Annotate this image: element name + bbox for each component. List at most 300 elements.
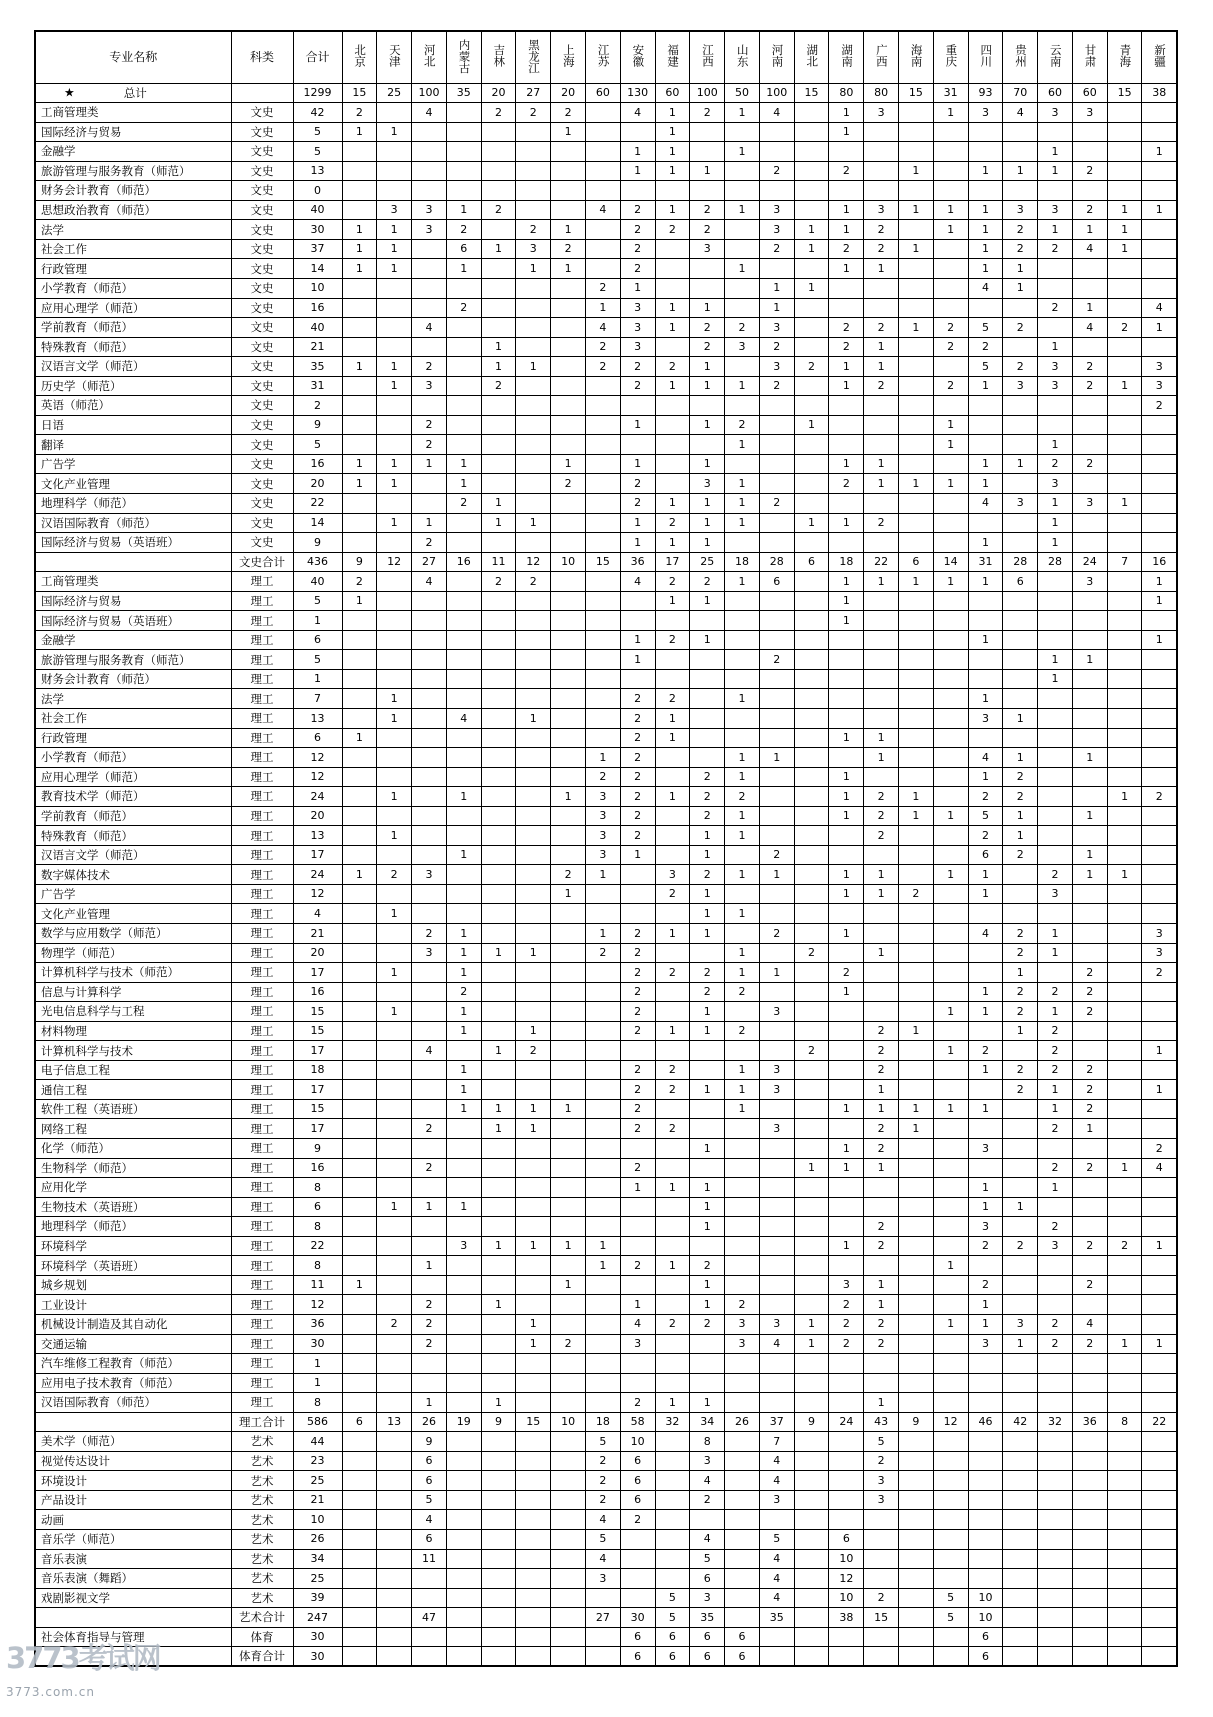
value-cell-上海 [551, 1647, 586, 1667]
value-cell-湖北 [794, 669, 829, 689]
value-cell-甘肃: 2 [1072, 376, 1107, 396]
value-cell-重庆 [933, 1647, 968, 1667]
value-cell-广西 [864, 689, 899, 709]
value-cell-吉林 [481, 1158, 516, 1178]
value-cell-江苏: 3 [585, 787, 620, 807]
value-cell-新疆: 2 [1142, 396, 1177, 416]
value-cell-安徽 [620, 1041, 655, 1061]
value-cell-四川: 10 [968, 1608, 1003, 1628]
value-cell-青海 [1107, 1295, 1142, 1315]
value-cell-天津: 1 [377, 513, 412, 533]
value-cell-甘肃: 2 [1072, 454, 1107, 474]
value-cell-黑龙江 [516, 1354, 551, 1374]
value-cell-甘肃 [1072, 1256, 1107, 1276]
major-name-cell: 法学 [35, 689, 231, 709]
value-cell-江西 [690, 1119, 725, 1139]
value-cell-上海: 2 [551, 239, 586, 259]
category-cell: 文史 [231, 493, 293, 513]
value-cell-内蒙古 [446, 826, 481, 846]
value-cell-黑龙江 [516, 806, 551, 826]
value-cell-云南 [1038, 630, 1073, 650]
value-cell-内蒙古: 1 [446, 454, 481, 474]
value-cell-江苏: 27 [585, 1608, 620, 1628]
value-cell-新疆 [1142, 1197, 1177, 1217]
value-cell-江苏: 1 [585, 865, 620, 885]
value-cell-福建: 1 [655, 298, 690, 318]
value-cell-广西: 1 [864, 337, 899, 357]
value-cell-吉林 [481, 845, 516, 865]
value-cell-湖南 [829, 650, 864, 670]
value-cell-青海 [1107, 1099, 1142, 1119]
value-cell-贵州 [1003, 865, 1038, 885]
value-cell-四川: 1 [968, 161, 1003, 181]
value-cell-江西: 2 [690, 787, 725, 807]
category-cell: 理工 [231, 1314, 293, 1334]
value-cell-江苏 [585, 1588, 620, 1608]
value-cell-湖南 [829, 533, 864, 553]
value-cell-海南 [899, 1256, 934, 1276]
major-name-cell: 网络工程 [35, 1119, 231, 1139]
value-cell-四川: 4 [968, 278, 1003, 298]
value-cell-河北 [412, 1080, 447, 1100]
value-cell-广西 [864, 669, 899, 689]
value-cell-青海 [1107, 454, 1142, 474]
value-cell-四川 [968, 1354, 1003, 1374]
value-cell-北京 [342, 1588, 377, 1608]
value-cell-四川: 1 [968, 259, 1003, 279]
value-cell-上海: 2 [551, 1334, 586, 1354]
category-cell: 理工 [231, 650, 293, 670]
value-cell-广西: 1 [864, 1099, 899, 1119]
major-name-cell: 信息与计算科学 [35, 982, 231, 1002]
value-cell-贵州: 2 [1003, 1080, 1038, 1100]
value-cell-河南 [759, 435, 794, 455]
major-name-cell: 交通运输 [35, 1334, 231, 1354]
value-cell-福建: 3 [655, 865, 690, 885]
value-cell-天津 [377, 1549, 412, 1569]
value-cell-河南: 2 [759, 650, 794, 670]
category-cell: 文史 [231, 298, 293, 318]
value-cell-广西: 1 [864, 943, 899, 963]
value-cell-山东: 1 [725, 513, 760, 533]
value-cell-江苏 [585, 1080, 620, 1100]
value-cell-海南 [899, 1608, 934, 1628]
major-name-cell: 汉语国际教育（师范） [35, 1393, 231, 1413]
value-cell-云南: 1 [1038, 493, 1073, 513]
table-row [35, 1490, 1177, 1510]
value-cell-内蒙古 [446, 122, 481, 142]
value-cell-黑龙江 [516, 1197, 551, 1217]
value-cell-河北 [412, 982, 447, 1002]
value-cell-甘肃 [1072, 474, 1107, 494]
value-cell-吉林 [481, 1588, 516, 1608]
grand-total-row [35, 83, 1177, 103]
value-cell-黑龙江: 2 [516, 1041, 551, 1061]
value-cell-黑龙江 [516, 728, 551, 748]
province-label: 福建 [666, 44, 681, 68]
major-name-cell: 音乐学（师范） [35, 1529, 231, 1549]
value-cell-湖南: 1 [829, 220, 864, 240]
value-cell-山东: 26 [725, 1412, 760, 1432]
value-cell-湖北 [794, 1529, 829, 1549]
value-cell-江西: 1 [690, 415, 725, 435]
value-cell-河北: 2 [412, 435, 447, 455]
value-cell-河南 [759, 1041, 794, 1061]
value-cell-北京 [342, 1569, 377, 1589]
value-cell-青海: 1 [1107, 239, 1142, 259]
value-cell-黑龙江 [516, 591, 551, 611]
value-cell-四川: 1 [968, 200, 1003, 220]
value-cell-吉林 [481, 1627, 516, 1647]
total-cell: 24 [293, 787, 342, 807]
value-cell-内蒙古 [446, 1354, 481, 1374]
value-cell-吉林: 2 [481, 103, 516, 123]
value-cell-北京 [342, 1549, 377, 1569]
value-cell-湖北 [794, 1471, 829, 1491]
value-cell-重庆 [933, 1471, 968, 1491]
value-cell-海南 [899, 181, 934, 201]
value-cell-江苏 [585, 376, 620, 396]
value-cell-河北 [412, 591, 447, 611]
value-cell-河南: 100 [759, 83, 794, 103]
value-cell-重庆: 1 [933, 806, 968, 826]
value-cell-天津 [377, 572, 412, 592]
value-cell-河北 [412, 259, 447, 279]
value-cell-云南 [1038, 1354, 1073, 1374]
value-cell-天津 [377, 1471, 412, 1491]
value-cell-黑龙江 [516, 122, 551, 142]
section-total-row [35, 1412, 1177, 1432]
value-cell-江苏 [585, 435, 620, 455]
value-cell-贵州: 28 [1003, 552, 1038, 572]
value-cell-内蒙古: 2 [446, 493, 481, 513]
value-cell-贵州 [1003, 337, 1038, 357]
value-cell-北京 [342, 493, 377, 513]
value-cell-天津 [377, 924, 412, 944]
value-cell-河北 [412, 1354, 447, 1374]
value-cell-青海 [1107, 1178, 1142, 1198]
value-cell-重庆 [933, 904, 968, 924]
value-cell-北京 [342, 1490, 377, 1510]
value-cell-贵州: 2 [1003, 982, 1038, 1002]
value-cell-四川: 1 [968, 533, 1003, 553]
value-cell-山东 [725, 1549, 760, 1569]
major-name-cell: 音乐表演 [35, 1549, 231, 1569]
table-row [35, 376, 1177, 396]
value-cell-新疆 [1142, 1373, 1177, 1393]
value-cell-重庆 [933, 1549, 968, 1569]
value-cell-新疆 [1142, 1510, 1177, 1530]
value-cell-四川: 3 [968, 103, 1003, 123]
value-cell-广西: 80 [864, 83, 899, 103]
value-cell-河南: 3 [759, 1002, 794, 1022]
table-row [35, 513, 1177, 533]
value-cell-甘肃 [1072, 1510, 1107, 1530]
value-cell-河北: 2 [412, 1119, 447, 1139]
total-cell: 8 [293, 1217, 342, 1237]
value-cell-湖北 [794, 709, 829, 729]
major-name-cell [35, 1412, 231, 1432]
value-cell-青海 [1107, 611, 1142, 631]
value-cell-吉林 [481, 318, 516, 338]
value-cell-安徽 [620, 1354, 655, 1374]
major-name-cell: 社会工作 [35, 709, 231, 729]
value-cell-江西: 35 [690, 1608, 725, 1628]
total-cell: 15 [293, 1002, 342, 1022]
value-cell-湖北 [794, 1236, 829, 1256]
total-cell: 10 [293, 1510, 342, 1530]
value-cell-天津 [377, 1275, 412, 1295]
value-cell-重庆: 1 [933, 865, 968, 885]
value-cell-吉林: 1 [481, 943, 516, 963]
value-cell-青海 [1107, 1490, 1142, 1510]
value-cell-湖北 [794, 1354, 829, 1374]
value-cell-重庆 [933, 357, 968, 377]
value-cell-北京 [342, 1041, 377, 1061]
value-cell-云南 [1038, 1471, 1073, 1491]
value-cell-内蒙古: 1 [446, 1099, 481, 1119]
major-name-cell: 数字媒体技术 [35, 865, 231, 885]
value-cell-天津: 1 [377, 259, 412, 279]
major-name-cell: 软件工程（英语班） [35, 1099, 231, 1119]
major-name-cell: 环境科学（英语班） [35, 1256, 231, 1276]
value-cell-黑龙江: 1 [516, 513, 551, 533]
section-total-row [35, 552, 1177, 572]
value-cell-海南 [899, 103, 934, 123]
value-cell-甘肃: 2 [1072, 200, 1107, 220]
value-cell-山东 [725, 611, 760, 631]
value-cell-青海 [1107, 1139, 1142, 1159]
value-cell-吉林: 1 [481, 1393, 516, 1413]
value-cell-安徽: 2 [620, 826, 655, 846]
value-cell-黑龙江 [516, 1608, 551, 1628]
category-cell: 文史 [231, 161, 293, 181]
total-cell: 44 [293, 1432, 342, 1452]
value-cell-北京 [342, 1178, 377, 1198]
value-cell-江苏 [585, 1295, 620, 1315]
total-cell: 23 [293, 1451, 342, 1471]
value-cell-福建: 1 [655, 318, 690, 338]
value-cell-四川: 1 [968, 689, 1003, 709]
value-cell-河北: 2 [412, 1334, 447, 1354]
value-cell-湖北 [794, 298, 829, 318]
value-cell-新疆: 38 [1142, 83, 1177, 103]
table-row [35, 1354, 1177, 1374]
value-cell-安徽: 2 [620, 1021, 655, 1041]
value-cell-上海 [551, 1139, 586, 1159]
category-cell: 理工 [231, 591, 293, 611]
category-cell: 理工 [231, 1002, 293, 1022]
value-cell-海南 [899, 1295, 934, 1315]
value-cell-山东 [725, 1471, 760, 1491]
value-cell-湖北 [794, 787, 829, 807]
value-cell-北京 [342, 415, 377, 435]
value-cell-云南: 2 [1038, 1021, 1073, 1041]
total-cell: 2 [293, 396, 342, 416]
value-cell-黑龙江 [516, 1080, 551, 1100]
value-cell-河北: 1 [412, 454, 447, 474]
value-cell-天津: 1 [377, 904, 412, 924]
value-cell-海南 [899, 1373, 934, 1393]
value-cell-青海 [1107, 1432, 1142, 1452]
value-cell-广西: 1 [864, 259, 899, 279]
value-cell-四川: 1 [968, 572, 1003, 592]
value-cell-湖南 [829, 493, 864, 513]
value-cell-湖南 [829, 669, 864, 689]
value-cell-天津 [377, 728, 412, 748]
value-cell-海南 [899, 767, 934, 787]
value-cell-江苏: 4 [585, 318, 620, 338]
value-cell-天津: 1 [377, 239, 412, 259]
value-cell-重庆: 14 [933, 552, 968, 572]
value-cell-广西: 1 [864, 572, 899, 592]
value-cell-新疆 [1142, 220, 1177, 240]
value-cell-四川 [968, 435, 1003, 455]
value-cell-青海 [1107, 1275, 1142, 1295]
value-cell-上海: 1 [551, 1275, 586, 1295]
value-cell-福建 [655, 415, 690, 435]
value-cell-内蒙古 [446, 318, 481, 338]
value-cell-湖南: 2 [829, 1334, 864, 1354]
value-cell-湖北: 9 [794, 1412, 829, 1432]
value-cell-新疆 [1142, 1314, 1177, 1334]
value-cell-天津: 13 [377, 1412, 412, 1432]
value-cell-河北 [412, 748, 447, 768]
value-cell-安徽: 3 [620, 318, 655, 338]
value-cell-云南 [1038, 1295, 1073, 1315]
total-cell: 14 [293, 259, 342, 279]
value-cell-福建 [655, 1549, 690, 1569]
value-cell-青海 [1107, 924, 1142, 944]
value-cell-内蒙古 [446, 1158, 481, 1178]
value-cell-云南 [1038, 122, 1073, 142]
value-cell-吉林: 1 [481, 1099, 516, 1119]
value-cell-贵州 [1003, 728, 1038, 748]
value-cell-湖北 [794, 435, 829, 455]
value-cell-河北 [412, 1217, 447, 1237]
value-cell-北京: 1 [342, 357, 377, 377]
value-cell-重庆 [933, 1080, 968, 1100]
value-cell-黑龙江 [516, 474, 551, 494]
value-cell-北京: 1 [342, 474, 377, 494]
value-cell-四川: 1 [968, 1002, 1003, 1022]
value-cell-重庆 [933, 1490, 968, 1510]
value-cell-海南 [899, 1393, 934, 1413]
value-cell-河北: 2 [412, 357, 447, 377]
value-cell-河南 [759, 474, 794, 494]
value-cell-四川: 1 [968, 376, 1003, 396]
value-cell-吉林: 2 [481, 572, 516, 592]
value-cell-新疆: 1 [1142, 591, 1177, 611]
value-cell-新疆 [1142, 1002, 1177, 1022]
value-cell-福建 [655, 904, 690, 924]
value-cell-湖北 [794, 1119, 829, 1139]
value-cell-广西: 22 [864, 552, 899, 572]
value-cell-江西 [690, 1099, 725, 1119]
category-cell: 理工 [231, 1295, 293, 1315]
value-cell-上海 [551, 181, 586, 201]
value-cell-安徽: 2 [620, 1158, 655, 1178]
value-cell-天津 [377, 1295, 412, 1315]
value-cell-湖北 [794, 767, 829, 787]
value-cell-河北 [412, 689, 447, 709]
value-cell-甘肃 [1072, 689, 1107, 709]
value-cell-河南 [759, 611, 794, 631]
value-cell-贵州 [1003, 396, 1038, 416]
value-cell-江苏 [585, 1334, 620, 1354]
value-cell-江苏 [585, 1021, 620, 1041]
value-cell-内蒙古 [446, 1275, 481, 1295]
value-cell-福建: 2 [655, 884, 690, 904]
value-cell-青海: 7 [1107, 552, 1142, 572]
value-cell-湖南: 12 [829, 1569, 864, 1589]
value-cell-海南: 1 [899, 1119, 934, 1139]
major-name-cell: 地理科学（师范） [35, 493, 231, 513]
value-cell-新疆 [1142, 1490, 1177, 1510]
total-cell: 39 [293, 1588, 342, 1608]
major-name-cell: 化学（师范） [35, 1139, 231, 1159]
value-cell-上海 [551, 337, 586, 357]
value-cell-安徽: 1 [620, 1295, 655, 1315]
value-cell-河南: 4 [759, 1569, 794, 1589]
total-cell: 17 [293, 1080, 342, 1100]
value-cell-河南: 5 [759, 1529, 794, 1549]
value-cell-青海 [1107, 415, 1142, 435]
value-cell-福建: 2 [655, 630, 690, 650]
value-cell-上海: 20 [551, 83, 586, 103]
table-row [35, 572, 1177, 592]
value-cell-甘肃 [1072, 1432, 1107, 1452]
value-cell-内蒙古 [446, 767, 481, 787]
header-province-17 [933, 31, 968, 83]
value-cell-贵州 [1003, 513, 1038, 533]
value-cell-海南: 1 [899, 572, 934, 592]
value-cell-山东 [725, 122, 760, 142]
value-cell-青海 [1107, 1197, 1142, 1217]
value-cell-江苏 [585, 474, 620, 494]
header-row [35, 31, 1177, 83]
value-cell-四川: 3 [968, 1217, 1003, 1237]
value-cell-甘肃 [1072, 826, 1107, 846]
value-cell-上海 [551, 298, 586, 318]
category-cell: 艺术 [231, 1529, 293, 1549]
value-cell-重庆 [933, 161, 968, 181]
value-cell-内蒙古: 1 [446, 845, 481, 865]
value-cell-海南: 1 [899, 474, 934, 494]
value-cell-天津 [377, 1608, 412, 1628]
header-province-0 [342, 31, 377, 83]
value-cell-吉林 [481, 1002, 516, 1022]
value-cell-内蒙古 [446, 1295, 481, 1315]
value-cell-安徽: 2 [620, 259, 655, 279]
value-cell-上海 [551, 513, 586, 533]
value-cell-河北 [412, 1569, 447, 1589]
value-cell-贵州: 2 [1003, 1236, 1038, 1256]
category-cell: 文史 [231, 454, 293, 474]
value-cell-江苏 [585, 220, 620, 240]
value-cell-上海 [551, 1393, 586, 1413]
value-cell-贵州: 2 [1003, 767, 1038, 787]
total-cell: 7 [293, 689, 342, 709]
value-cell-湖南 [829, 142, 864, 162]
value-cell-海南 [899, 1275, 934, 1295]
value-cell-重庆 [933, 259, 968, 279]
value-cell-河南 [759, 1021, 794, 1041]
value-cell-北京 [342, 298, 377, 318]
table-row [35, 278, 1177, 298]
value-cell-广西: 15 [864, 1608, 899, 1628]
category-cell: 理工 [231, 572, 293, 592]
